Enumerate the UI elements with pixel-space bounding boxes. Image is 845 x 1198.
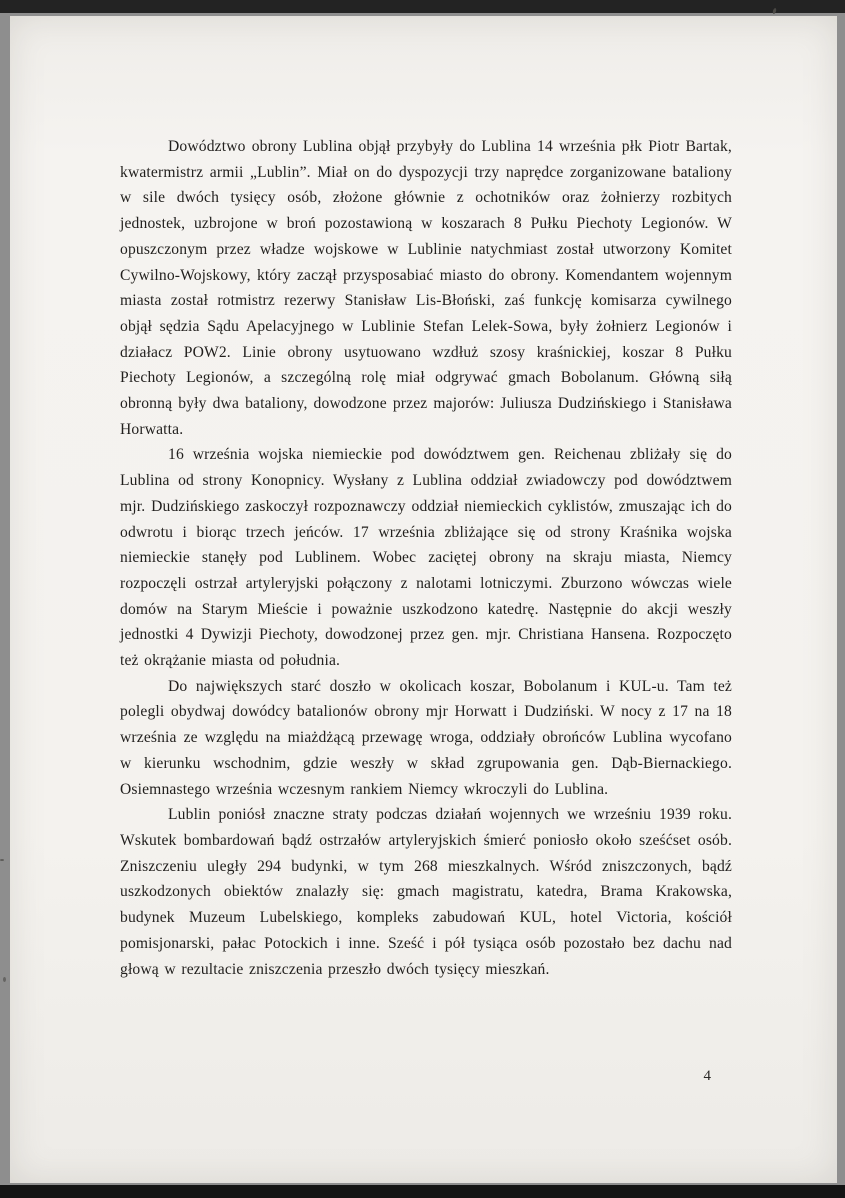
scan-edge-bottom <box>0 1185 845 1198</box>
paragraph-3: Do największych starć doszło w okolicach koszar, Bobolanum i KUL-u. Tam też polegli obydwaj dowódcy batalionów obrony mjr Horwatt i Dudziński. W nocy z 17 na 18 września ze względu na miażdżącą przewagę wroga, oddziały obrońców Lublina wycofano w kierunku wschodnim, gdzie weszły w skład zgrupowania gen. Dąb-Biernackiego. Osiemnastego września wczesnym rankiem Niemcy wkroczyli do Lublina. <box>120 677 732 798</box>
scan-artifact <box>0 859 4 861</box>
page-number: 4 <box>703 1068 711 1084</box>
paragraph-4: Lublin poniósł znaczne straty podczas działań wojennych we wrześniu 1939 roku. Wskutek bombardowań bądź ostrzałów artyleryjskich śmierć poniosło około sześćset osób. Zniszczeniu uległy 294 budynki, w tym 268 mieszkalnych. Wśród zniszczonych, bądź uszkodzonych obiektów znalazły się: gmach magistratu, katedra, Brama Krakowska, budynek Muzeum Lubelskiego, kompleks zabudowań KUL, hotel Victoria, kościół pomisjonarski, pałac Potockich i inne. Sześć i pół tysiąca osób pozostało bez dachu nad głową w rezultacie zniszczenia przeszło dwóch tysięcy mieszkań. <box>120 806 732 978</box>
paragraph-2: 16 września wojska niemieckie pod dowództwem gen. Reichenau zbliżały się do Lublina od strony Konopnicy. Wysłany z Lublina oddział zwiadowczy pod dowództwem mjr. Dudzińskiego zaskoczył rozpoznawczy oddział niemieckich cyklistów, zmuszając ich do odwrotu i biorąc trzech jeńców. 17 września zbliżające się od strony Kraśnika wojska niemieckie stanęły pod Lublinem. Wobec zaciętej obrony na skraju miasta, Niemcy rozpoczęli ostrzał artyleryjski połączony z nalotami lotniczymi. Zburzono wówczas wiele domów na Starym Mieście i poważnie uszkodzono katedrę. Następnie do akcji weszły jednostki 4 Dywizji Piechoty, dowodzonej przez gen. mjr. Christiana Hansena. Rozpoczęto też okrążanie miasta od południa. <box>120 446 732 670</box>
document-page <box>10 16 837 1183</box>
paragraph-1: Dowództwo obrony Lublina objął przybyły do Lublina 14 września płk Piotr Bartak, kwatermistrz armii „Lublin”. Miał on do dyspozycji trzy naprędce zorganizowane bataliony w sile dwóch tysięcy osób, złożone głównie z ochotników oraz żołnierzy rozbitych jednostek, uzbrojone w broń pozostawioną w koszarach 8 Pułku Piechoty Legionów. W opuszczonym przez władze wojskowe w Lublinie natychmiast został utworzony Komitet Cywilno-Wojskowy, który zaczął przysposabiać miasto do obrony. Komendantem wojennym miasta został rotmistrz rezerwy Stanisław Lis-Błoński, zaś funkcję komisarza cywilnego objął sędzia Sądu Apelacyjnego w Lublinie Stefan Lelek-Sowa, były żołnierz Legionów i działacz POW2. Linie obrony usytuowano wzdłuż szosy kraśnickiej, koszar 8 Pułku Piechoty Legionów, a szczególną rolę miał odgrywać gmach Bobolanum. Główną siłą obronną były dwa bataliony, dowodzone przez majorów: Juliusza Dudzińskiego i Stanisława Horwatta. <box>120 138 732 438</box>
scan-artifact <box>3 977 6 982</box>
scan-edge-top <box>0 0 845 13</box>
text-block <box>120 134 732 982</box>
